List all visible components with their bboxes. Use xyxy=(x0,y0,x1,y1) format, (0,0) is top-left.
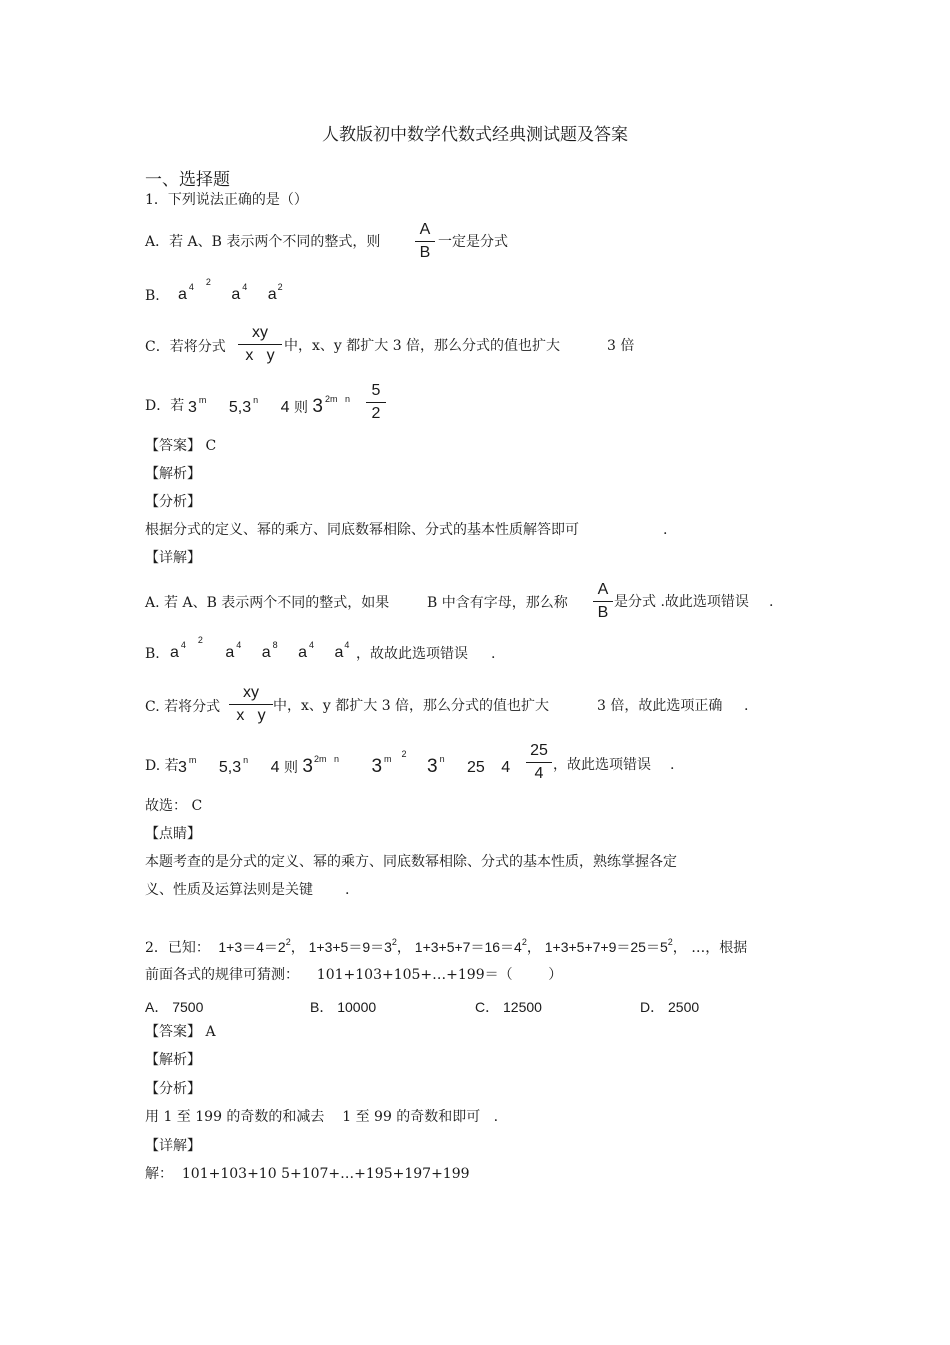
exponent: 4 xyxy=(309,640,315,650)
fraction-denominator: B xyxy=(597,604,609,621)
math-term: a xyxy=(267,286,277,303)
q2-stem-f: ， …，根据 xyxy=(672,940,748,956)
q1-dianjing-label: 【点睛】 xyxy=(145,826,201,842)
q1-fenxi-dot: . xyxy=(663,522,668,538)
math-term: 3 xyxy=(426,756,438,777)
fraction-denominator: x y xyxy=(245,347,275,364)
q2-xiangjie-label: 【详解】 xyxy=(145,1138,201,1154)
q1-option-a-suffix: 一定是分式 xyxy=(438,234,508,250)
exponent: 2 xyxy=(285,937,291,947)
exponent: m xyxy=(188,755,197,765)
math-term: 5,3 xyxy=(218,759,242,776)
q2-fenxi-text: 用 1 至 199 的奇数的和减去 1 至 99 的奇数和即可 . xyxy=(145,1109,499,1125)
fraction-bar xyxy=(366,402,386,403)
q1-option-a xyxy=(145,233,380,251)
exponent: 2 xyxy=(205,277,211,287)
math-term: a xyxy=(225,644,235,661)
fraction-denominator: 4 xyxy=(534,765,544,782)
fraction-numerator: 5 xyxy=(371,382,381,399)
fraction-denominator: B xyxy=(419,244,431,261)
q2-solution: 解： 101+103+10 5+107+…+195+197+199 xyxy=(145,1166,470,1182)
math-term: 3 xyxy=(302,756,313,777)
q1-guxuan: 故选： C xyxy=(145,798,203,814)
math-term: 5,3 xyxy=(228,399,252,416)
fraction-bar xyxy=(415,241,435,242)
math-term: 3 xyxy=(188,399,197,416)
q2-option-b: B． 10000 xyxy=(310,999,377,1015)
section-heading: 一、选择题 xyxy=(145,170,230,190)
q1-fenxi-text: 根据分式的定义、幂的乘方、同底数幂相除、分式的基本性质解答即可 xyxy=(145,522,579,538)
q1-detail-d-expr xyxy=(178,749,511,778)
exponent: n xyxy=(439,754,445,764)
fraction-bar xyxy=(593,601,613,602)
math-term: 3 xyxy=(371,756,383,777)
q1-stem: 1．下列说法正确的是（） xyxy=(145,192,308,208)
q1-option-d-expr xyxy=(188,396,350,418)
q2-stem-line-1 xyxy=(145,938,747,958)
q1-detail-a-suffix: 是分式 .故此选项错误 xyxy=(614,594,749,610)
exponent: 2m n xyxy=(324,394,350,404)
q2-answer: 【答案】 A xyxy=(145,1024,216,1040)
exponent: 2m n xyxy=(313,754,339,764)
math-term: a xyxy=(170,644,179,661)
q2-stem-b: 1+3＝4＝2 xyxy=(218,939,286,955)
q1-detail-c-prefix: C. 若将分式 xyxy=(145,699,221,715)
exponent: m xyxy=(384,754,392,764)
q1-option-c-prefix: C．若将分式 xyxy=(145,339,226,355)
exponent: m xyxy=(198,395,207,405)
math-term: 4 xyxy=(270,759,280,776)
fraction-numerator: A xyxy=(597,581,609,598)
fraction-bar xyxy=(526,762,552,763)
exponent: 4 xyxy=(236,640,242,650)
q1-jiexi-label: 【解析】 xyxy=(145,466,201,482)
exponent: 4 xyxy=(188,282,194,292)
fraction-denominator: 2 xyxy=(371,405,381,422)
q1-detail-d-suffix: ，故此选项错误 xyxy=(553,757,651,773)
exponent: n xyxy=(253,395,259,405)
math-term: a xyxy=(298,644,308,661)
fraction-numerator: xy xyxy=(252,324,268,341)
math-term: a xyxy=(178,286,187,303)
page-title: 人教版初中数学代数式经典测试题及答案 xyxy=(322,125,628,145)
math-term: 3 xyxy=(312,396,323,417)
q1-detail-c-fraction xyxy=(229,683,273,726)
fraction-bar xyxy=(238,344,282,345)
q1-fenxi-label: 【分析】 xyxy=(145,494,201,510)
exponent: n xyxy=(243,755,249,765)
math-term: a xyxy=(231,286,241,303)
fraction-denominator: x y xyxy=(236,707,266,724)
q1-option-c-fraction xyxy=(238,323,282,366)
fraction-bar xyxy=(229,704,273,705)
q1-answer: 【答案】 C xyxy=(145,438,217,454)
q2-option-a: A． 7500 xyxy=(145,999,204,1015)
q2-stem-d: ， 1+3+5+7＝16＝4 xyxy=(396,939,522,955)
exponent: 2 xyxy=(667,937,673,947)
math-term: a xyxy=(261,644,271,661)
math-term: 4 xyxy=(501,759,511,776)
math-term: 则 xyxy=(283,760,298,776)
q2-option-c: C． 12500 xyxy=(475,999,542,1015)
math-term: 25 xyxy=(467,759,485,776)
q1-detail-a-fraction xyxy=(593,580,613,623)
q1-detail-b-expr xyxy=(170,635,350,662)
math-term: a xyxy=(334,644,344,661)
fraction-numerator: xy xyxy=(243,684,259,701)
exponent: 4 xyxy=(242,282,248,292)
fraction-numerator: A xyxy=(419,221,431,238)
q1-xiangjie-label: 【详解】 xyxy=(145,550,201,566)
math-term: 则 xyxy=(293,400,308,416)
q1-option-d-fraction xyxy=(366,381,386,424)
exponent: 4 xyxy=(180,640,186,650)
q1-dianjing-text-2: 义、性质及运算法则是关键 xyxy=(145,882,313,898)
q2-option-d: D． 2500 xyxy=(640,999,700,1015)
q1-detail-b-label: B. xyxy=(145,646,160,662)
q1-option-a-fraction xyxy=(415,220,435,263)
exponent: 2 xyxy=(391,937,397,947)
q2-stem-a: 2．已知： xyxy=(145,940,210,956)
q1-option-c-suffix: 中，x、y 都扩大 3 倍，那么分式的值也扩大 xyxy=(284,338,561,354)
q1-option-b-expr xyxy=(178,277,283,304)
math-term: 3 xyxy=(178,759,187,776)
exponent: 4 xyxy=(344,640,350,650)
q1-detail-a-dot: . xyxy=(769,594,774,610)
exponent: 2 xyxy=(401,749,407,759)
q1-detail-a-prefix: A. 若 A、B 表示两个不同的整式，如果 xyxy=(145,595,390,611)
q1-option-d-prefix: D．若 xyxy=(145,398,185,414)
exponent: 2 xyxy=(197,635,203,645)
q1-detail-b-dot: . xyxy=(491,646,496,662)
q1-detail-b-suffix: ，故故此选项错误 xyxy=(356,646,468,662)
exponent: 2 xyxy=(521,937,527,947)
q1-dianjing-dot: . xyxy=(345,882,350,898)
q1-detail-d-fraction xyxy=(526,741,552,784)
exponent: 2 xyxy=(277,282,283,292)
q1-detail-c-tail: 3 倍，故此选项正确 xyxy=(597,698,723,714)
q1-detail-a-mid: B 中含有字母，那么称 xyxy=(427,595,568,611)
q2-stem-c: ， 1+3+5＝9＝3 xyxy=(290,939,392,955)
q1-dianjing-text-1: 本题考查的是分式的定义、幂的乘方、同底数幂相除、分式的基本性质，熟练掌握各定 xyxy=(145,854,677,870)
q1-detail-c-dot: . xyxy=(744,698,749,714)
q1-detail-d-prefix: D. 若 xyxy=(145,758,179,774)
q2-jiexi-label: 【解析】 xyxy=(145,1052,201,1068)
q2-stem-e: ， 1+3+5+7+9＝25＝5 xyxy=(526,939,668,955)
q1-option-c-tail: 3 倍 xyxy=(607,338,635,354)
fraction-numerator: 25 xyxy=(530,742,548,759)
q2-stem-line-2: 前面各式的规律可猜测： 101+103+105+…+199＝（ ） xyxy=(145,967,563,983)
q1-detail-c-suffix: 中，x、y 都扩大 3 倍，那么分式的值也扩大 xyxy=(273,698,550,714)
q1-option-a-prefix: A．若 A、B 表示两个不同的整式，则 xyxy=(145,234,381,250)
q2-fenxi-label: 【分析】 xyxy=(145,1081,201,1097)
q1-option-b-label: B. xyxy=(145,288,160,304)
math-term: 4 xyxy=(280,399,290,416)
q1-detail-d-dot: . xyxy=(670,757,675,773)
exponent: 8 xyxy=(272,640,278,650)
